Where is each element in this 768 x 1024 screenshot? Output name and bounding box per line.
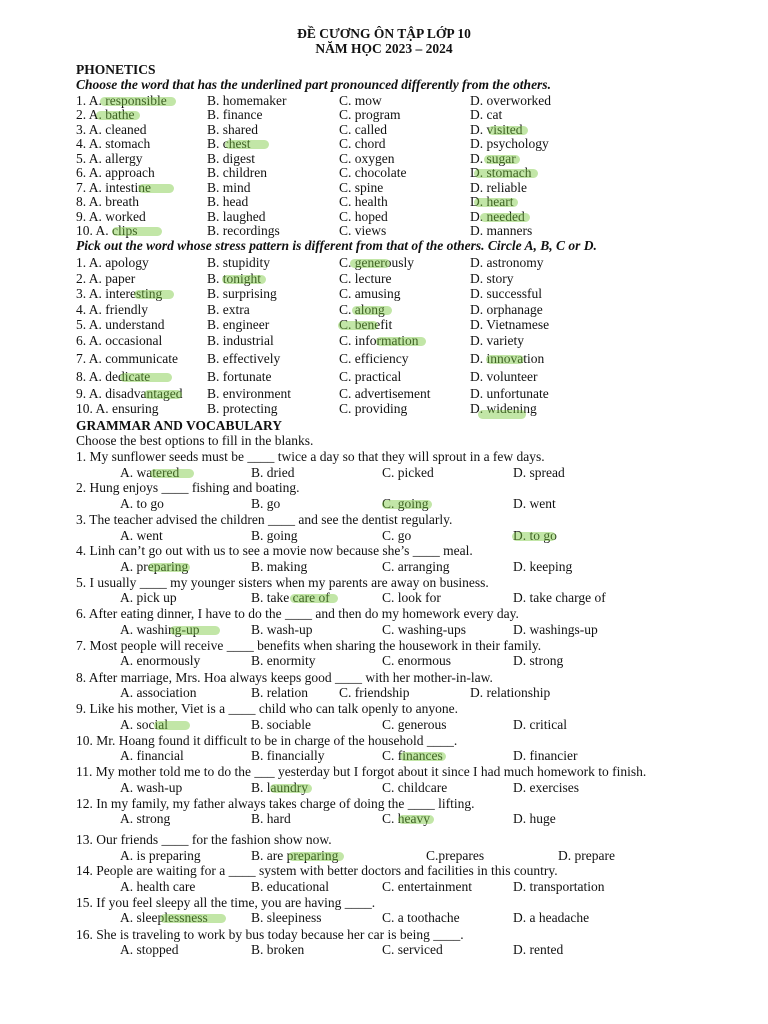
- option-c: C. providing: [339, 401, 408, 416]
- highlighter-mark: [222, 275, 266, 284]
- option-d: D. overworked: [470, 93, 551, 108]
- school-year: NĂM HỌC 2023 – 2024: [315, 41, 453, 56]
- option-b: B. tonight: [207, 271, 262, 286]
- option-d: D. innovation: [470, 351, 545, 366]
- option-d: D. prepare: [558, 848, 615, 863]
- option-d: D. Vietnamese: [470, 317, 550, 332]
- option-c: C. generous: [382, 717, 447, 732]
- option-a: A. pick up: [120, 590, 177, 605]
- option-a: 6. A. occasional: [76, 333, 163, 348]
- highlighter-mark: [154, 721, 190, 730]
- option-b: B. recordings: [207, 223, 280, 238]
- option-d: D. psychology: [470, 136, 549, 151]
- option-a: 4. A. friendly: [76, 302, 148, 317]
- option-d: D. story: [470, 271, 514, 286]
- option-a: A. financial: [120, 748, 184, 763]
- question-options: [120, 879, 740, 894]
- option-c: C.prepares: [426, 848, 485, 863]
- option-a: 7. A. intestine: [76, 180, 151, 195]
- highlighter-mark: [144, 390, 182, 399]
- pronunciation-instruction: Choose the word that has the underlined part pronounced differently from the others.: [76, 77, 551, 92]
- highlighter-mark: [170, 626, 220, 635]
- option-a: A. went: [120, 528, 163, 543]
- option-d: D. relationship: [470, 685, 551, 700]
- pronunciation-item: [76, 223, 756, 238]
- question-text: 12. In my family, my father always takes charge of doing the ____ lifting.: [76, 796, 475, 811]
- option-c: C. finances: [382, 748, 443, 763]
- option-b: B. take care of: [251, 590, 330, 605]
- option-c: C. washing-ups: [382, 622, 466, 637]
- highlighter-mark: [350, 259, 390, 268]
- option-a: 4. A. stomach: [76, 136, 151, 151]
- highlighter-mark: [100, 97, 176, 106]
- option-d: D. heart: [470, 194, 514, 209]
- phonetics-heading: PHONETICS: [76, 62, 156, 77]
- option-a: 10. A. clips: [76, 223, 138, 238]
- option-c: C. generously: [339, 255, 414, 270]
- pronunciation-item: [76, 194, 756, 209]
- option-b: B. laundry: [251, 780, 308, 795]
- option-b: B. head: [207, 194, 249, 209]
- option-a: 1. A. responsible: [76, 93, 167, 108]
- option-d: D. stomach: [470, 165, 532, 180]
- option-d: D. to go: [513, 528, 557, 543]
- option-c: C. along: [339, 302, 385, 317]
- option-a: A. social: [120, 717, 168, 732]
- option-d: D. spread: [513, 465, 565, 480]
- option-b: B. relation: [251, 685, 308, 700]
- option-a: A. preparing: [120, 559, 189, 574]
- option-b: B. digest: [207, 151, 256, 166]
- highlighter-mark: [288, 852, 344, 861]
- option-a: 2. A. paper: [76, 271, 136, 286]
- option-c: C. serviced: [382, 942, 443, 957]
- option-a: 9. A. disadvantaged: [76, 386, 183, 401]
- option-b: B. effectively: [207, 351, 281, 366]
- pronunciation-item: [76, 136, 756, 151]
- option-b: B. sleepiness: [251, 910, 322, 925]
- question-options: [120, 685, 740, 700]
- question-options: [120, 848, 740, 863]
- option-a: 3. A. interesting: [76, 286, 163, 301]
- stress-item: [76, 271, 756, 286]
- highlighter-mark: [382, 500, 432, 509]
- option-a: 8. A. dedicate: [76, 369, 151, 384]
- pronunciation-item: [76, 180, 756, 195]
- highlighter-mark: [290, 594, 338, 603]
- option-d: D. reliable: [470, 180, 527, 195]
- highlighter-mark: [160, 914, 226, 923]
- question-options: [120, 717, 740, 732]
- option-a: 3. A. cleaned: [76, 122, 147, 137]
- option-b: B. going: [251, 528, 298, 543]
- highlighter-mark: [484, 155, 520, 164]
- option-d: D. unfortunate: [470, 386, 549, 401]
- option-d: D. huge: [513, 811, 556, 826]
- grammar-heading: GRAMMAR AND VOCABULARY: [76, 418, 283, 433]
- option-b: B. extra: [207, 302, 250, 317]
- highlighter-mark: [478, 410, 526, 419]
- option-c: C. information: [339, 333, 419, 348]
- pronunciation-item: [76, 209, 756, 224]
- question-text: 13. Our friends ____ for the fashion show now.: [76, 832, 332, 847]
- highlighter-mark: [138, 184, 174, 193]
- option-b: B. fortunate: [207, 369, 272, 384]
- grammar-instruction: Choose the best options to fill in the blanks.: [76, 433, 314, 448]
- option-c: C. picked: [382, 465, 434, 480]
- stress-item: [76, 369, 756, 384]
- option-b: B. educational: [251, 879, 329, 894]
- question-options: [120, 465, 740, 480]
- option-a: 6. A. approach: [76, 165, 155, 180]
- question-text: 1. My sunflower seeds must be ____ twice a day so that they will sprout in a few days.: [76, 449, 545, 464]
- stress-item: [76, 302, 756, 317]
- option-c: C. lecture: [339, 271, 392, 286]
- question-text: 10. Mr. Hoang found it difficult to be in charge of the household ____.: [76, 733, 458, 748]
- option-c: C. childcare: [382, 780, 448, 795]
- question-text: 15. If you feel sleepy all the time, you are having ____.: [76, 895, 376, 910]
- highlighter-mark: [398, 815, 434, 824]
- option-d: D. orphanage: [470, 302, 543, 317]
- option-d: D. needed: [470, 209, 525, 224]
- option-b: B. sociable: [251, 717, 311, 732]
- question-options: [120, 528, 740, 543]
- option-c: C. mow: [339, 93, 382, 108]
- option-b: B. chest: [207, 136, 251, 151]
- highlighter-mark: [486, 355, 524, 364]
- highlighter-mark: [112, 227, 162, 236]
- option-c: C. health: [339, 194, 388, 209]
- option-a: A. washing-up: [120, 622, 200, 637]
- option-d: D. financier: [513, 748, 578, 763]
- option-a: 10. A. ensuring: [76, 401, 159, 416]
- option-c: C. chord: [339, 136, 386, 151]
- question-options: [120, 559, 740, 574]
- option-b: B. financially: [251, 748, 325, 763]
- stress-item: [76, 317, 756, 332]
- option-d: D. visited: [470, 122, 523, 137]
- option-a: A. stopped: [120, 942, 179, 957]
- option-b: B. stupidity: [207, 255, 271, 270]
- stress-item: [76, 286, 756, 301]
- option-d: D. rented: [513, 942, 564, 957]
- option-a: 5. A. allergy: [76, 151, 143, 166]
- option-c: C. go: [382, 528, 412, 543]
- pronunciation-item: [76, 165, 756, 180]
- option-b: B. making: [251, 559, 308, 574]
- option-a: A. watered: [120, 465, 180, 480]
- option-d: D. went: [513, 496, 556, 511]
- highlighter-mark: [96, 111, 140, 120]
- highlighter-mark: [376, 337, 426, 346]
- option-a: A. wash-up: [120, 780, 183, 795]
- option-c: C. going: [382, 496, 429, 511]
- option-c: C. called: [339, 122, 387, 137]
- option-d: D. widening: [470, 401, 537, 416]
- option-d: D. variety: [470, 333, 524, 348]
- question-text: 16. She is traveling to work by bus today because her car is being ____.: [76, 927, 464, 942]
- option-d: D. keeping: [513, 559, 573, 574]
- option-a: 8. A. breath: [76, 194, 139, 209]
- highlighter-mark: [120, 373, 172, 382]
- option-b: B. are preparing: [251, 848, 339, 863]
- option-c: C. views: [339, 223, 387, 238]
- option-b: B. environment: [207, 386, 291, 401]
- option-b: B. laughed: [207, 209, 266, 224]
- option-c: C. program: [339, 107, 401, 122]
- question-text: 2. Hung enjoys ____ fishing and boating.: [76, 480, 300, 495]
- pronunciation-item: [76, 122, 756, 137]
- option-d: D. critical: [513, 717, 567, 732]
- highlighter-mark: [148, 563, 190, 572]
- option-d: D. strong: [513, 653, 564, 668]
- question-options: [120, 942, 740, 957]
- option-c: C. arranging: [382, 559, 450, 574]
- option-d: D. sugar: [470, 151, 516, 166]
- question-text: 6. After eating dinner, I have to do the ____ and then do my homework every day.: [76, 606, 519, 621]
- option-d: D. transportation: [513, 879, 605, 894]
- option-b: B. engineer: [207, 317, 270, 332]
- option-a: A. to go: [120, 496, 164, 511]
- option-b: B. children: [207, 165, 267, 180]
- option-a: 9. A. worked: [76, 209, 146, 224]
- option-b: B. industrial: [207, 333, 274, 348]
- option-b: B. broken: [251, 942, 305, 957]
- question-text: 5. I usually ____ my younger sisters when my parents are away on business.: [76, 575, 489, 590]
- option-a: A. is preparing: [120, 848, 201, 863]
- option-b: B. hard: [251, 811, 291, 826]
- pronunciation-item: [76, 107, 756, 122]
- highlighter-mark: [474, 169, 538, 178]
- highlighter-mark: [225, 140, 269, 149]
- pronunciation-item: [76, 151, 756, 166]
- option-d: D. astronomy: [470, 255, 544, 270]
- option-a: 5. A. understand: [76, 317, 165, 332]
- option-b: B. dried: [251, 465, 295, 480]
- option-b: B. shared: [207, 122, 258, 137]
- option-d: D. washings-up: [513, 622, 598, 637]
- option-d: D. volunteer: [470, 369, 538, 384]
- option-b: B. protecting: [207, 401, 278, 416]
- option-c: C. chocolate: [339, 165, 407, 180]
- option-d: D. manners: [470, 223, 533, 238]
- highlighter-mark: [480, 213, 530, 222]
- option-a: A. health care: [120, 879, 196, 894]
- option-d: D. successful: [470, 286, 542, 301]
- stress-item: [76, 351, 756, 366]
- option-c: C. practical: [339, 369, 402, 384]
- question-text: 9. Like his mother, Viet is a ____ child who can talk openly to anyone.: [76, 701, 458, 716]
- question-text: 7. Most people will receive ____ benefits when sharing the housework in their family.: [76, 638, 542, 653]
- option-c: C. efficiency: [339, 351, 409, 366]
- option-c: C. advertisement: [339, 386, 431, 401]
- question-text: 4. Linh can’t go out with us to see a movie now because she’s ____ meal.: [76, 543, 473, 558]
- option-c: C. amusing: [339, 286, 401, 301]
- option-c: C. look for: [382, 590, 441, 605]
- option-a: 1. A. apology: [76, 255, 149, 270]
- option-a: A. strong: [120, 811, 171, 826]
- highlighter-mark: [338, 321, 378, 330]
- question-text: 14. People are waiting for a ____ system with better doctors and facilities in this country.: [76, 863, 558, 878]
- option-d: D. take charge of: [513, 590, 606, 605]
- stress-instruction: Pick out the word whose stress pattern is different from that of the others. Circle A, B, C or D.: [76, 238, 597, 253]
- option-c: C. heavy: [382, 811, 430, 826]
- option-d: D. a headache: [513, 910, 590, 925]
- question-options: [120, 590, 740, 605]
- option-a: 7. A. communicate: [76, 351, 178, 366]
- stress-item: [76, 255, 756, 270]
- option-c: C. spine: [339, 180, 384, 195]
- option-b: B. homemaker: [207, 93, 287, 108]
- option-a: A. enormously: [120, 653, 201, 668]
- question-text: 3. The teacher advised the children ____ and see the dentist regularly.: [76, 512, 453, 527]
- option-a: 2. A. bathe: [76, 107, 135, 122]
- question-options: [120, 653, 740, 668]
- option-b: B. mind: [207, 180, 251, 195]
- option-c: C. friendship: [339, 685, 410, 700]
- option-b: B. go: [251, 496, 281, 511]
- pronunciation-item: [76, 93, 756, 108]
- option-b: B. wash-up: [251, 622, 313, 637]
- highlighter-mark: [400, 752, 446, 761]
- option-b: B. surprising: [207, 286, 277, 301]
- stress-item: [76, 401, 756, 416]
- highlighter-mark: [134, 290, 174, 299]
- option-d: D. cat: [470, 107, 503, 122]
- highlighter-mark: [352, 306, 392, 315]
- highlighter-mark: [474, 198, 518, 207]
- option-a: A. association: [120, 685, 197, 700]
- highlighter-mark: [512, 532, 556, 541]
- question-text: 8. After marriage, Mrs. Hoa always keeps good ____ with her mother-in-law.: [76, 670, 493, 685]
- highlighter-mark: [270, 784, 312, 793]
- option-c: C. a toothache: [382, 910, 460, 925]
- document-title: ĐỀ CƯƠNG ÔN TẬP LỚP 10: [297, 26, 471, 41]
- option-b: B. enormity: [251, 653, 316, 668]
- option-c: C. oxygen: [339, 151, 395, 166]
- highlighter-mark: [488, 126, 528, 135]
- question-text: 11. My mother told me to do the ___ yesterday but I forgot about it since I had much homework to finish.: [76, 764, 647, 779]
- option-b: B. finance: [207, 107, 263, 122]
- option-c: C. hoped: [339, 209, 388, 224]
- highlighter-mark: [150, 469, 194, 478]
- option-c: C. enormous: [382, 653, 451, 668]
- option-a: A. sleeplessness: [120, 910, 208, 925]
- option-d: D. exercises: [513, 780, 579, 795]
- option-c: C. entertainment: [382, 879, 472, 894]
- question-options: [120, 780, 740, 795]
- option-c: C. benefit: [339, 317, 393, 332]
